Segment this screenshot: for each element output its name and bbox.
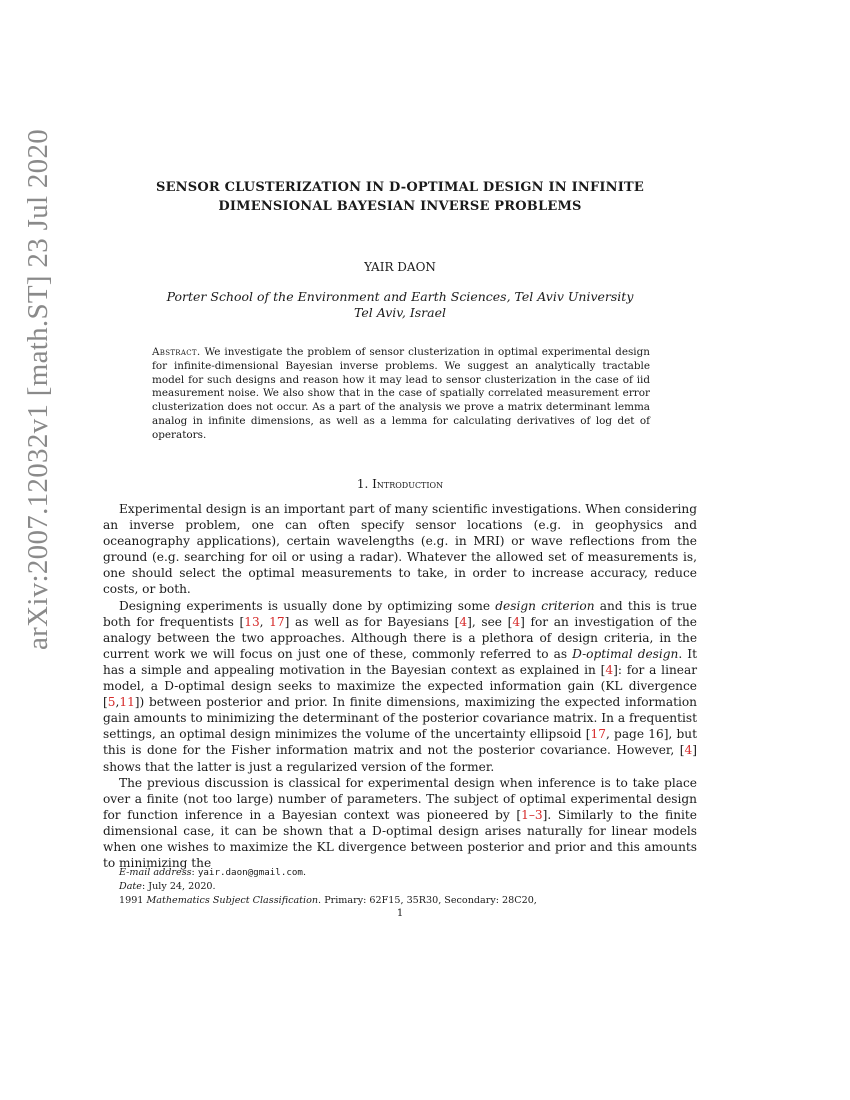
citation-link[interactable]: 13	[244, 614, 260, 629]
footnotes	[103, 866, 697, 908]
footnote-email: E-mail address: yair.daon@gmail.com.	[119, 867, 307, 878]
title-line-1: SENSOR CLUSTERIZATION IN D-OPTIMAL DESIGN IN INFINITE	[155, 180, 644, 195]
paragraph-1: Experimental design is an important part of many scientific investigations. When considering an inverse problem, one can often specify sensor locations (e.g. in geophysics and oceanography applications), certain wavelengths (e.g. in MRI) or wave reflections from the ground (e.g. searching for oil or using a radar). Whatever the allowed set of measurements is, one should select the optimal measurements to take, in order to increase accuracy, reduce costs, or both.	[103, 502, 697, 597]
citation-link[interactable]: 4	[512, 614, 521, 629]
introduction-body	[103, 501, 697, 871]
arxiv-identifier: arXiv:2007.12032v1 [math.ST] 23 Jul 2020	[22, 128, 54, 650]
citation-link[interactable]: 11	[119, 695, 135, 710]
abstract-label: Abstract.	[152, 346, 201, 358]
footnote-msc: 1991 Mathematics Subject Classification. Primary: 62F15, 35R30, Secondary: 28C20,	[119, 895, 537, 906]
paragraph-2: Designing experiments is usually done by optimizing some design criterion and this is true both for frequentists [13, 17] as well as for Bayesians [4], see [4] for an investigation of the analogy between the two approaches. Although there is a plethora of design criteria, in the current work we will focus on just one of these, commonly referred to as D-optimal design. It has a simple and appealing motivation in the Bayesian context as explained in [4]: for a linear model, a D-optimal design seeks to maximize the expected information gain (KL divergence [5,11]) between posterior and prior. In finite dimensions, maximizing the expected information gain amounts to minimizing the determinant of the posterior covariance matrix. In a frequentist settings, an optimal design minimizes the volume of the uncertainty ellipsoid [17, page 16], but this is done for the Fisher information matrix and not the posterior covariance. However, [4] shows that the latter is just a regularized version of the former.	[103, 598, 698, 774]
paragraph-3: The previous discussion is classical for experimental design when inference is to take place over a finite (not too large) number of parameters. The subject of optimal experimental design for function inference in a Bayesian context was pioneered by [1–3]. Similarly to the finite dimensional case, it can be shown that a D-optimal design arises naturally for linear models when one wishes to maximize the KL divergence between posterior and prior and this amounts to minimizing the	[103, 775, 697, 871]
affiliation	[100, 289, 700, 321]
footnote-date: Date: July 24, 2020.	[119, 881, 216, 892]
citation-link[interactable]: 4	[684, 743, 693, 758]
affiliation-line-2: Tel Aviv, Israel	[353, 305, 447, 320]
affiliation-line-1: Porter School of the Environment and Earth Sciences, Tel Aviv University	[166, 289, 634, 304]
citation-link[interactable]: 4	[459, 614, 468, 629]
author-name: YAIR DAON	[364, 260, 436, 274]
emphasis-d-optimal-design: D-optimal design	[572, 646, 679, 661]
abstract	[152, 346, 650, 443]
citation-link[interactable]: 4	[605, 662, 614, 677]
emphasis-design-criterion: design criterion	[495, 598, 595, 613]
citation-link[interactable]: 5	[107, 695, 116, 710]
citation-link[interactable]: 17	[269, 614, 285, 629]
citation-link[interactable]: 1–3	[521, 807, 543, 822]
abstract-text: We investigate the problem of sensor clusterization in optimal experimental design for infinite-dimensional Bayesian inverse problems. We suggest an analytically tractable model for such designs and reason how it may lead to sensor clusterization in the case of iid measurement noise. We also show that in the case of spatially correlated measurement error clusterization does not occur. As a part of the analysis we prove a matrix determinant lemma analog in infinite dimensions, as well as a lemma for calculating derivatives of log det of operators.	[152, 346, 650, 441]
page-number: 1	[396, 908, 404, 919]
citation-link[interactable]: 17	[590, 727, 606, 742]
title-line-2: DIMENSIONAL BAYESIAN INVERSE PROBLEMS	[218, 199, 582, 214]
section-heading: 1. Introduction	[356, 477, 444, 491]
email-link[interactable]: yair.daon@gmail.com	[197, 867, 303, 878]
paper-title	[100, 178, 700, 216]
